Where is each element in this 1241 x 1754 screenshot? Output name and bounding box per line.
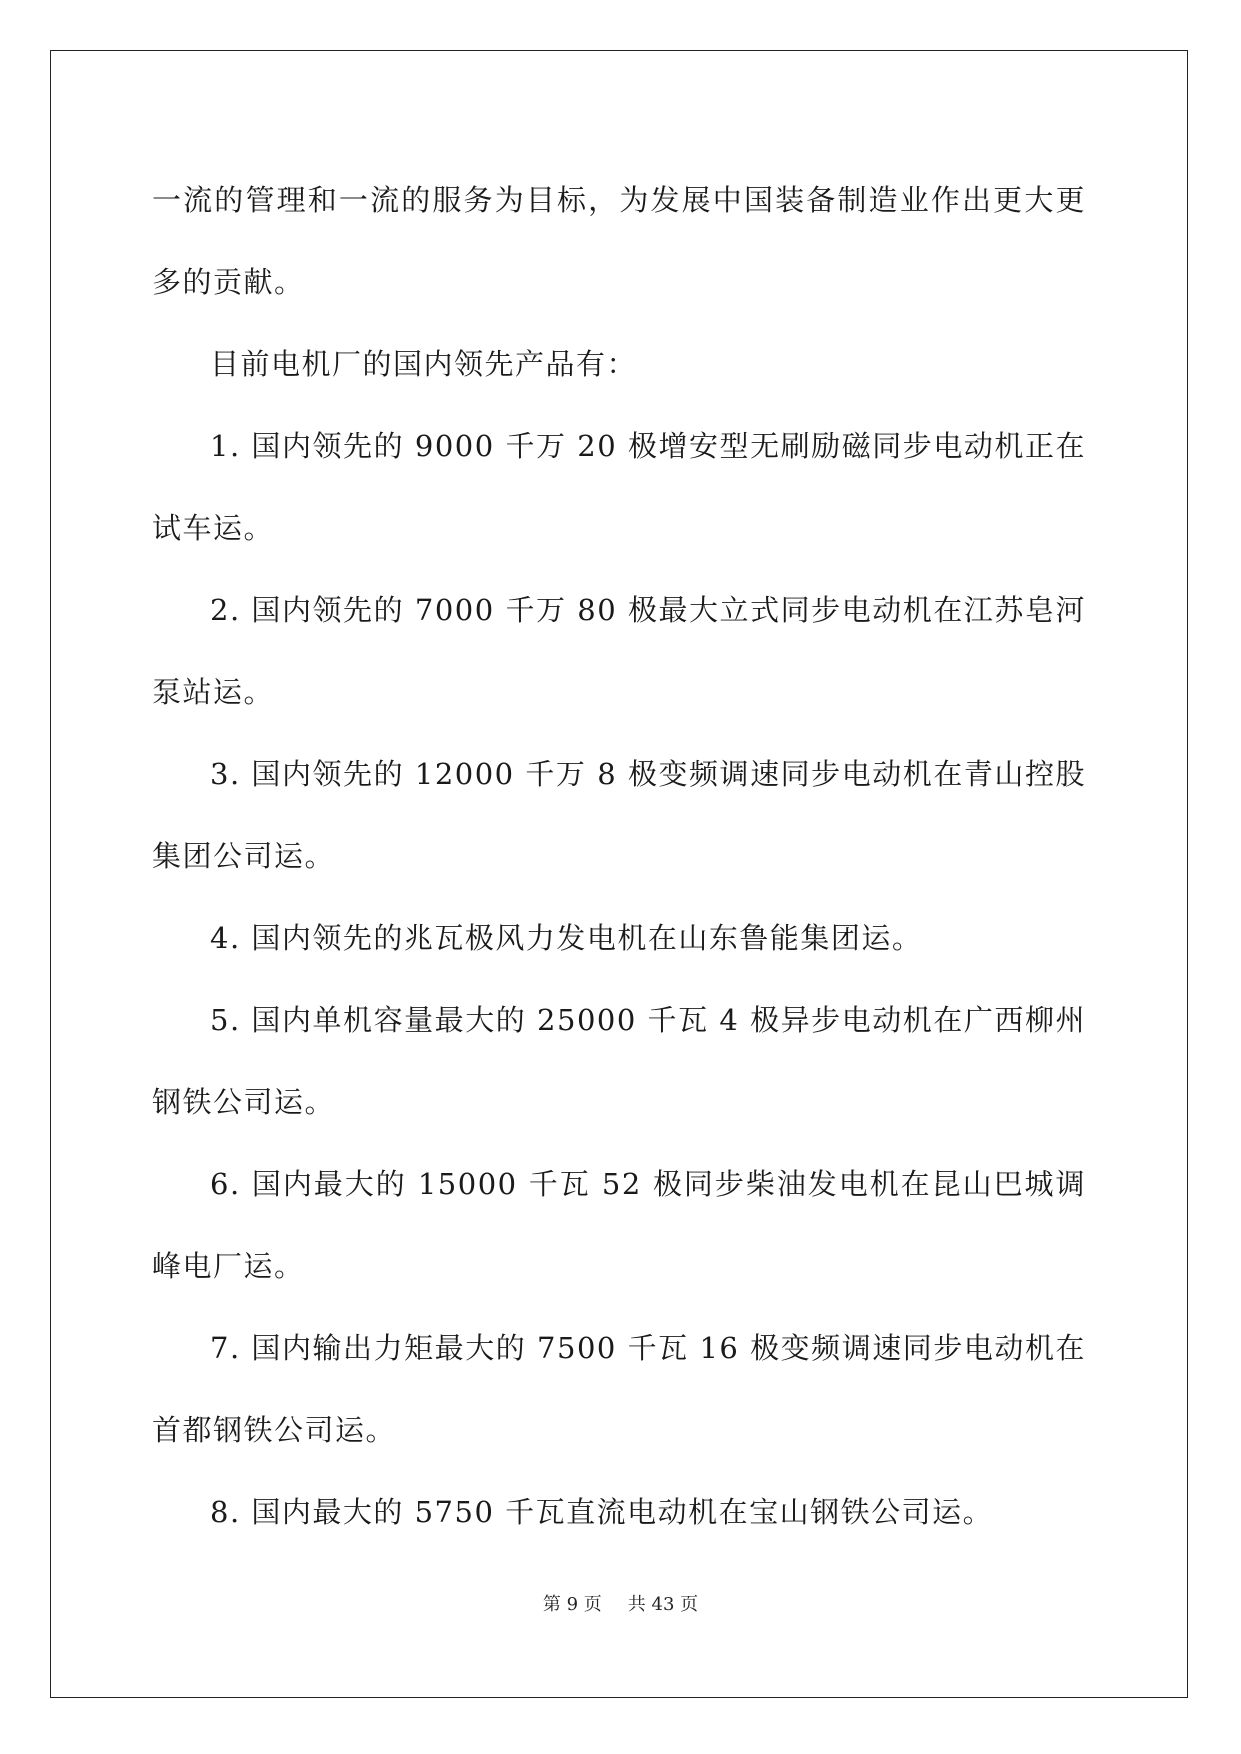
paragraph-continuation: 一流的管理和一流的服务为目标，为发展中国装备制造业作出更大更多的贡献。	[152, 183, 1086, 299]
list-item-5: 5. 国内单机容量最大的 25000 千瓦 4 极异步电动机在广西柳州钢铁公司运。	[152, 1003, 1086, 1119]
page-number: 第 9 页	[542, 1594, 602, 1615]
list-item-8: 8. 国内最大的 5750 千瓦直流电动机在宝山钢铁公司运。	[210, 1495, 994, 1529]
list-item-3: 3. 国内领先的 12000 千万 8 极变频调速同步电动机在青山控股集团公司运。	[152, 757, 1086, 873]
page-footer	[0, 1590, 1241, 1616]
list-item-6: 6. 国内最大的 15000 千瓦 52 极同步柴油发电机在昆山巴城调峰电厂运。	[152, 1167, 1086, 1283]
list-item-1: 1. 国内领先的 9000 千万 20 极增安型无刷励磁同步电动机正在试车运。	[152, 429, 1086, 545]
list-item-7: 7. 国内输出力矩最大的 7500 千瓦 16 极变频调速同步电动机在首都钢铁公司运。	[152, 1331, 1086, 1447]
document-body	[152, 159, 1086, 1553]
paragraph-intro: 目前电机厂的国内领先产品有：	[210, 347, 638, 381]
list-item-4: 4. 国内领先的兆瓦极风力发电机在山东鲁能集团运。	[210, 921, 923, 955]
page-total: 共 43 页	[627, 1594, 699, 1615]
list-item-2: 2. 国内领先的 7000 千万 80 极最大立式同步电动机在江苏皂河泵站运。	[152, 593, 1086, 709]
